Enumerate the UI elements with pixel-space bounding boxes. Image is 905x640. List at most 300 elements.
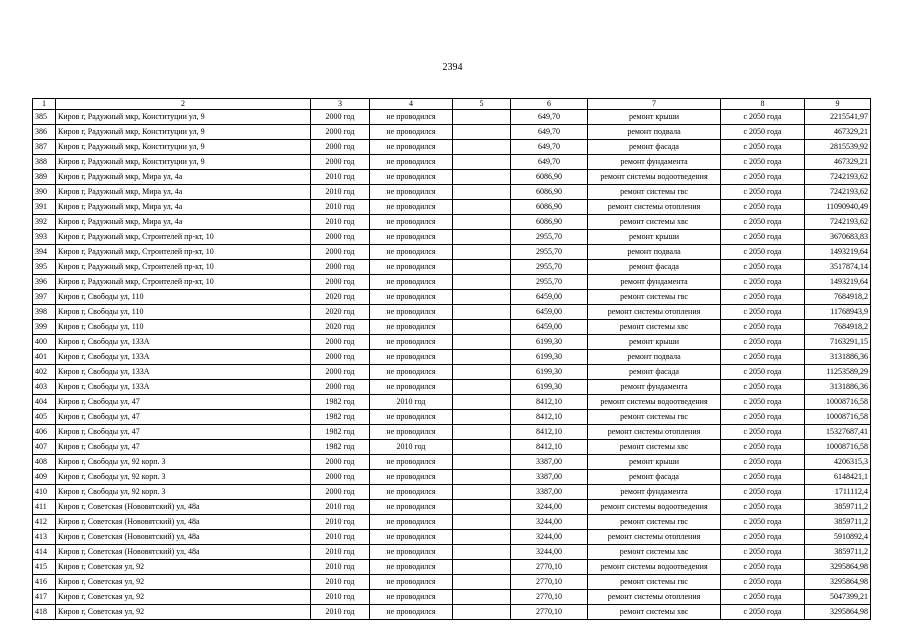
cell-area: 649,70 bbox=[511, 140, 588, 155]
cell-row-number: 414 bbox=[33, 545, 56, 560]
cell-address: Киров г, Радужный мкр, Конституции ул, 9 bbox=[56, 125, 311, 140]
cell-last-repair-year: не проводился bbox=[370, 350, 453, 365]
table-row bbox=[33, 500, 871, 515]
column-header-8: 8 bbox=[721, 99, 805, 110]
table-row bbox=[33, 230, 871, 245]
cell-row-number: 388 bbox=[33, 155, 56, 170]
cell-last-repair-year: не проводился bbox=[370, 245, 453, 260]
cell-cost: 1493219,64 bbox=[805, 245, 871, 260]
cell-address: Киров г, Советская ул, 92 bbox=[56, 590, 311, 605]
cell-build-year: 2020 год bbox=[311, 320, 370, 335]
cell-col-5 bbox=[453, 200, 511, 215]
cell-work-type: ремонт системы отопления bbox=[588, 200, 721, 215]
cell-area: 2955,70 bbox=[511, 260, 588, 275]
cell-row-number: 417 bbox=[33, 590, 56, 605]
cell-row-number: 407 bbox=[33, 440, 56, 455]
cell-planned-period: с 2050 года bbox=[721, 440, 805, 455]
cell-cost: 3131886,36 bbox=[805, 380, 871, 395]
cell-work-type: ремонт системы хвс bbox=[588, 440, 721, 455]
cell-build-year: 2000 год bbox=[311, 140, 370, 155]
cell-area: 3387,00 bbox=[511, 470, 588, 485]
table-row bbox=[33, 515, 871, 530]
cell-row-number: 406 bbox=[33, 425, 56, 440]
cell-work-type: ремонт системы гвс bbox=[588, 575, 721, 590]
cell-work-type: ремонт подвала bbox=[588, 245, 721, 260]
table-row bbox=[33, 125, 871, 140]
cell-area: 6086,90 bbox=[511, 200, 588, 215]
cell-col-5 bbox=[453, 455, 511, 470]
cell-build-year: 2010 год bbox=[311, 170, 370, 185]
table-row bbox=[33, 350, 871, 365]
cell-cost: 3859711,2 bbox=[805, 500, 871, 515]
cell-address: Киров г, Радужный мкр, Конституции ул, 9 bbox=[56, 140, 311, 155]
cell-col-5 bbox=[453, 380, 511, 395]
cell-work-type: ремонт фундамента bbox=[588, 485, 721, 500]
table-row bbox=[33, 590, 871, 605]
table-row bbox=[33, 320, 871, 335]
table-row bbox=[33, 335, 871, 350]
cell-area: 6459,00 bbox=[511, 320, 588, 335]
cell-cost: 7684918,2 bbox=[805, 290, 871, 305]
cell-row-number: 412 bbox=[33, 515, 56, 530]
cell-address: Киров г, Радужный мкр, Строителей пр-кт, 10 bbox=[56, 260, 311, 275]
cell-build-year: 2000 год bbox=[311, 350, 370, 365]
cell-col-5 bbox=[453, 545, 511, 560]
cell-cost: 3131886,36 bbox=[805, 350, 871, 365]
cell-planned-period: с 2050 года bbox=[721, 320, 805, 335]
cell-row-number: 418 bbox=[33, 605, 56, 620]
cell-work-type: ремонт системы отопления bbox=[588, 590, 721, 605]
cell-row-number: 390 bbox=[33, 185, 56, 200]
cell-area: 8412,10 bbox=[511, 440, 588, 455]
cell-col-5 bbox=[453, 215, 511, 230]
cell-col-5 bbox=[453, 530, 511, 545]
cell-cost: 10008716,58 bbox=[805, 440, 871, 455]
table-row bbox=[33, 365, 871, 380]
cell-address: Киров г, Свободы ул, 92 корп. 3 bbox=[56, 455, 311, 470]
cell-planned-period: с 2050 года bbox=[721, 335, 805, 350]
table-row bbox=[33, 455, 871, 470]
cell-row-number: 394 bbox=[33, 245, 56, 260]
cell-build-year: 2000 год bbox=[311, 275, 370, 290]
table-row bbox=[33, 170, 871, 185]
cell-row-number: 404 bbox=[33, 395, 56, 410]
cell-last-repair-year: не проводился bbox=[370, 425, 453, 440]
cell-area: 3244,00 bbox=[511, 545, 588, 560]
cell-planned-period: с 2050 года bbox=[721, 125, 805, 140]
cell-col-5 bbox=[453, 110, 511, 125]
cell-work-type: ремонт системы гвс bbox=[588, 410, 721, 425]
cell-row-number: 403 bbox=[33, 380, 56, 395]
cell-col-5 bbox=[453, 320, 511, 335]
column-header-1: 1 bbox=[33, 99, 56, 110]
cell-build-year: 2010 год bbox=[311, 575, 370, 590]
cell-build-year: 2000 год bbox=[311, 455, 370, 470]
cell-work-type: ремонт системы хвс bbox=[588, 545, 721, 560]
cell-planned-period: с 2050 года bbox=[721, 260, 805, 275]
cell-work-type: ремонт системы хвс bbox=[588, 605, 721, 620]
cell-area: 6459,00 bbox=[511, 290, 588, 305]
cell-work-type: ремонт крыши bbox=[588, 335, 721, 350]
cell-address: Киров г, Советская ул, 92 bbox=[56, 575, 311, 590]
cell-cost: 11768943,9 bbox=[805, 305, 871, 320]
cell-row-number: 387 bbox=[33, 140, 56, 155]
cell-col-5 bbox=[453, 395, 511, 410]
cell-col-5 bbox=[453, 410, 511, 425]
repair-schedule-table bbox=[32, 98, 871, 620]
cell-build-year: 2010 год bbox=[311, 185, 370, 200]
cell-work-type: ремонт фундамента bbox=[588, 155, 721, 170]
cell-build-year: 2010 год bbox=[311, 515, 370, 530]
cell-col-5 bbox=[453, 140, 511, 155]
cell-address: Киров г, Свободы ул, 133А bbox=[56, 335, 311, 350]
cell-build-year: 1982 год bbox=[311, 425, 370, 440]
cell-last-repair-year: не проводился bbox=[370, 485, 453, 500]
cell-row-number: 411 bbox=[33, 500, 56, 515]
cell-cost: 15327687,41 bbox=[805, 425, 871, 440]
cell-area: 8412,10 bbox=[511, 425, 588, 440]
cell-work-type: ремонт системы гвс bbox=[588, 515, 721, 530]
cell-last-repair-year: не проводился bbox=[370, 230, 453, 245]
cell-address: Киров г, Радужный мкр, Мира ул, 4а bbox=[56, 215, 311, 230]
cell-build-year: 2010 год bbox=[311, 500, 370, 515]
cell-address: Киров г, Свободы ул, 92 корп. 3 bbox=[56, 470, 311, 485]
page-number: 2394 bbox=[442, 62, 463, 73]
cell-work-type: ремонт подвала bbox=[588, 350, 721, 365]
cell-planned-period: с 2050 года bbox=[721, 545, 805, 560]
cell-area: 2955,70 bbox=[511, 245, 588, 260]
header-row bbox=[33, 99, 871, 110]
cell-last-repair-year: не проводился bbox=[370, 335, 453, 350]
cell-address: Киров г, Радужный мкр, Строителей пр-кт, 10 bbox=[56, 245, 311, 260]
cell-row-number: 409 bbox=[33, 470, 56, 485]
cell-col-5 bbox=[453, 485, 511, 500]
cell-cost: 1711112,4 bbox=[805, 485, 871, 500]
cell-build-year: 2000 год bbox=[311, 230, 370, 245]
cell-planned-period: с 2050 года bbox=[721, 215, 805, 230]
cell-build-year: 2000 год bbox=[311, 335, 370, 350]
cell-area: 2770,10 bbox=[511, 590, 588, 605]
cell-work-type: ремонт системы водоотведения bbox=[588, 500, 721, 515]
cell-work-type: ремонт системы отопления bbox=[588, 530, 721, 545]
table-row bbox=[33, 425, 871, 440]
table-row bbox=[33, 530, 871, 545]
cell-col-5 bbox=[453, 470, 511, 485]
cell-row-number: 386 bbox=[33, 125, 56, 140]
cell-planned-period: с 2050 года bbox=[721, 305, 805, 320]
cell-work-type: ремонт подвала bbox=[588, 125, 721, 140]
cell-cost: 467329,21 bbox=[805, 125, 871, 140]
cell-col-5 bbox=[453, 590, 511, 605]
table-row bbox=[33, 575, 871, 590]
column-header-5: 5 bbox=[453, 99, 511, 110]
cell-cost: 2815539,92 bbox=[805, 140, 871, 155]
cell-planned-period: с 2050 года bbox=[721, 200, 805, 215]
cell-address: Киров г, Радужный мкр, Мира ул, 4а bbox=[56, 170, 311, 185]
cell-planned-period: с 2050 года bbox=[721, 560, 805, 575]
cell-row-number: 391 bbox=[33, 200, 56, 215]
table-row bbox=[33, 215, 871, 230]
cell-build-year: 2020 год bbox=[311, 305, 370, 320]
cell-planned-period: с 2050 года bbox=[721, 155, 805, 170]
cell-planned-period: с 2050 года bbox=[721, 110, 805, 125]
table-row bbox=[33, 485, 871, 500]
cell-planned-period: с 2050 года bbox=[721, 185, 805, 200]
cell-col-5 bbox=[453, 290, 511, 305]
cell-address: Киров г, Свободы ул, 110 bbox=[56, 305, 311, 320]
cell-planned-period: с 2050 года bbox=[721, 395, 805, 410]
table-body bbox=[33, 110, 871, 620]
cell-address: Киров г, Радужный мкр, Мира ул, 4а bbox=[56, 185, 311, 200]
column-header-4: 4 bbox=[370, 99, 453, 110]
cell-build-year: 2010 год bbox=[311, 530, 370, 545]
cell-build-year: 2000 год bbox=[311, 365, 370, 380]
cell-row-number: 401 bbox=[33, 350, 56, 365]
cell-work-type: ремонт системы водоотведения bbox=[588, 170, 721, 185]
cell-planned-period: с 2050 года bbox=[721, 470, 805, 485]
cell-col-5 bbox=[453, 365, 511, 380]
cell-last-repair-year: не проводился bbox=[370, 275, 453, 290]
cell-build-year: 2000 год bbox=[311, 260, 370, 275]
cell-build-year: 1982 год bbox=[311, 395, 370, 410]
table-row bbox=[33, 560, 871, 575]
table-row bbox=[33, 470, 871, 485]
cell-work-type: ремонт системы хвс bbox=[588, 215, 721, 230]
column-header-6: 6 bbox=[511, 99, 588, 110]
cell-build-year: 2000 год bbox=[311, 110, 370, 125]
cell-area: 3387,00 bbox=[511, 455, 588, 470]
cell-area: 3244,00 bbox=[511, 500, 588, 515]
cell-area: 649,70 bbox=[511, 155, 588, 170]
cell-last-repair-year: не проводился bbox=[370, 140, 453, 155]
cell-address: Киров г, Свободы ул, 133А bbox=[56, 365, 311, 380]
cell-last-repair-year: не проводился bbox=[370, 215, 453, 230]
cell-area: 8412,10 bbox=[511, 395, 588, 410]
cell-last-repair-year: 2010 год bbox=[370, 440, 453, 455]
cell-col-5 bbox=[453, 500, 511, 515]
cell-cost: 6148421,1 bbox=[805, 470, 871, 485]
cell-cost: 3295864,98 bbox=[805, 575, 871, 590]
cell-work-type: ремонт фундамента bbox=[588, 275, 721, 290]
cell-address: Киров г, Свободы ул, 133А bbox=[56, 350, 311, 365]
cell-build-year: 2010 год bbox=[311, 200, 370, 215]
cell-work-type: ремонт системы хвс bbox=[588, 320, 721, 335]
cell-row-number: 405 bbox=[33, 410, 56, 425]
cell-last-repair-year: 2010 год bbox=[370, 395, 453, 410]
table-row bbox=[33, 545, 871, 560]
cell-build-year: 2010 год bbox=[311, 590, 370, 605]
cell-row-number: 399 bbox=[33, 320, 56, 335]
cell-cost: 7242193,62 bbox=[805, 185, 871, 200]
cell-planned-period: с 2050 года bbox=[721, 245, 805, 260]
table-row bbox=[33, 185, 871, 200]
cell-last-repair-year: не проводился bbox=[370, 530, 453, 545]
table-row bbox=[33, 260, 871, 275]
cell-row-number: 408 bbox=[33, 455, 56, 470]
cell-work-type: ремонт системы отопления bbox=[588, 425, 721, 440]
cell-address: Киров г, Свободы ул, 110 bbox=[56, 290, 311, 305]
cell-address: Киров г, Советская ул, 92 bbox=[56, 560, 311, 575]
cell-address: Киров г, Радужный мкр, Строителей пр-кт, 10 bbox=[56, 275, 311, 290]
cell-cost: 5047399,21 bbox=[805, 590, 871, 605]
table-row bbox=[33, 200, 871, 215]
cell-row-number: 395 bbox=[33, 260, 56, 275]
cell-row-number: 413 bbox=[33, 530, 56, 545]
table-row bbox=[33, 305, 871, 320]
cell-build-year: 2010 год bbox=[311, 605, 370, 620]
cell-last-repair-year: не проводился bbox=[370, 110, 453, 125]
cell-area: 2955,70 bbox=[511, 275, 588, 290]
cell-col-5 bbox=[453, 350, 511, 365]
table-row bbox=[33, 440, 871, 455]
cell-row-number: 398 bbox=[33, 305, 56, 320]
cell-build-year: 2000 год bbox=[311, 380, 370, 395]
table-row bbox=[33, 140, 871, 155]
cell-last-repair-year: не проводился bbox=[370, 515, 453, 530]
cell-work-type: ремонт крыши bbox=[588, 110, 721, 125]
cell-last-repair-year: не проводился bbox=[370, 575, 453, 590]
cell-work-type: ремонт системы отопления bbox=[588, 305, 721, 320]
cell-col-5 bbox=[453, 515, 511, 530]
cell-cost: 3859711,2 bbox=[805, 545, 871, 560]
cell-address: Киров г, Свободы ул, 47 bbox=[56, 395, 311, 410]
cell-row-number: 410 bbox=[33, 485, 56, 500]
cell-col-5 bbox=[453, 440, 511, 455]
table-row bbox=[33, 110, 871, 125]
table-row bbox=[33, 275, 871, 290]
cell-address: Киров г, Свободы ул, 47 bbox=[56, 425, 311, 440]
cell-last-repair-year: не проводился bbox=[370, 545, 453, 560]
cell-row-number: 393 bbox=[33, 230, 56, 245]
cell-build-year: 2000 год bbox=[311, 125, 370, 140]
cell-planned-period: с 2050 года bbox=[721, 500, 805, 515]
cell-last-repair-year: не проводился bbox=[370, 320, 453, 335]
cell-col-5 bbox=[453, 260, 511, 275]
cell-area: 6086,90 bbox=[511, 185, 588, 200]
cell-last-repair-year: не проводился bbox=[370, 500, 453, 515]
cell-area: 6086,90 bbox=[511, 170, 588, 185]
cell-last-repair-year: не проводился bbox=[370, 365, 453, 380]
cell-area: 2955,70 bbox=[511, 230, 588, 245]
cell-planned-period: с 2050 года bbox=[721, 230, 805, 245]
cell-address: Киров г, Советская (Нововятский) ул, 48а bbox=[56, 515, 311, 530]
table-row bbox=[33, 410, 871, 425]
cell-last-repair-year: не проводился bbox=[370, 605, 453, 620]
cell-cost: 467329,21 bbox=[805, 155, 871, 170]
cell-work-type: ремонт фасада bbox=[588, 260, 721, 275]
cell-planned-period: с 2050 года bbox=[721, 410, 805, 425]
cell-address: Киров г, Свободы ул, 47 bbox=[56, 440, 311, 455]
cell-planned-period: с 2050 года bbox=[721, 275, 805, 290]
cell-build-year: 2000 год bbox=[311, 470, 370, 485]
cell-area: 6199,30 bbox=[511, 350, 588, 365]
cell-area: 3244,00 bbox=[511, 530, 588, 545]
cell-planned-period: с 2050 года bbox=[721, 425, 805, 440]
cell-cost: 7163291,15 bbox=[805, 335, 871, 350]
cell-row-number: 402 bbox=[33, 365, 56, 380]
cell-work-type: ремонт системы гвс bbox=[588, 185, 721, 200]
cell-col-5 bbox=[453, 305, 511, 320]
column-header-9: 9 bbox=[805, 99, 871, 110]
cell-area: 2770,10 bbox=[511, 560, 588, 575]
cell-address: Киров г, Радужный мкр, Конституции ул, 9 bbox=[56, 155, 311, 170]
cell-build-year: 2000 год bbox=[311, 155, 370, 170]
cell-col-5 bbox=[453, 425, 511, 440]
cell-cost: 10008716,58 bbox=[805, 410, 871, 425]
cell-build-year: 2010 год bbox=[311, 560, 370, 575]
cell-last-repair-year: не проводился bbox=[370, 410, 453, 425]
table-row bbox=[33, 155, 871, 170]
cell-col-5 bbox=[453, 560, 511, 575]
cell-area: 649,70 bbox=[511, 110, 588, 125]
cell-planned-period: с 2050 года bbox=[721, 170, 805, 185]
cell-row-number: 397 bbox=[33, 290, 56, 305]
cell-col-5 bbox=[453, 245, 511, 260]
cell-area: 8412,10 bbox=[511, 410, 588, 425]
cell-row-number: 385 bbox=[33, 110, 56, 125]
cell-area: 6199,30 bbox=[511, 365, 588, 380]
cell-area: 6199,30 bbox=[511, 335, 588, 350]
cell-row-number: 392 bbox=[33, 215, 56, 230]
column-header-7: 7 bbox=[588, 99, 721, 110]
cell-last-repair-year: не проводился bbox=[370, 290, 453, 305]
cell-last-repair-year: не проводился bbox=[370, 185, 453, 200]
cell-last-repair-year: не проводился bbox=[370, 455, 453, 470]
cell-col-5 bbox=[453, 185, 511, 200]
cell-last-repair-year: не проводился bbox=[370, 560, 453, 575]
cell-cost: 7242193,62 bbox=[805, 170, 871, 185]
cell-cost: 10008716,58 bbox=[805, 395, 871, 410]
cell-address: Киров г, Советская (Нововятский) ул, 48а bbox=[56, 530, 311, 545]
cell-cost: 3517874,14 bbox=[805, 260, 871, 275]
cell-planned-period: с 2050 года bbox=[721, 590, 805, 605]
cell-planned-period: с 2050 года bbox=[721, 455, 805, 470]
cell-last-repair-year: не проводился bbox=[370, 170, 453, 185]
cell-work-type: ремонт фасада bbox=[588, 470, 721, 485]
cell-col-5 bbox=[453, 155, 511, 170]
cell-planned-period: с 2050 года bbox=[721, 515, 805, 530]
cell-planned-period: с 2050 года bbox=[721, 365, 805, 380]
cell-build-year: 2000 год bbox=[311, 485, 370, 500]
cell-cost: 11253589,29 bbox=[805, 365, 871, 380]
cell-planned-period: с 2050 года bbox=[721, 290, 805, 305]
cell-last-repair-year: не проводился bbox=[370, 470, 453, 485]
column-header-2: 2 bbox=[56, 99, 311, 110]
cell-work-type: ремонт фундамента bbox=[588, 380, 721, 395]
cell-planned-period: с 2050 года bbox=[721, 380, 805, 395]
cell-cost: 3670683,83 bbox=[805, 230, 871, 245]
table-row bbox=[33, 290, 871, 305]
cell-row-number: 415 bbox=[33, 560, 56, 575]
cell-col-5 bbox=[453, 125, 511, 140]
cell-address: Киров г, Советская (Нововятский) ул, 48а bbox=[56, 545, 311, 560]
cell-work-type: ремонт фасада bbox=[588, 365, 721, 380]
cell-row-number: 400 bbox=[33, 335, 56, 350]
table-row bbox=[33, 605, 871, 620]
cell-planned-period: с 2050 года bbox=[721, 605, 805, 620]
cell-cost: 11090940,49 bbox=[805, 200, 871, 215]
cell-cost: 3295864,98 bbox=[805, 605, 871, 620]
cell-build-year: 2020 год bbox=[311, 290, 370, 305]
cell-col-5 bbox=[453, 605, 511, 620]
cell-cost: 4206315,3 bbox=[805, 455, 871, 470]
cell-col-5 bbox=[453, 230, 511, 245]
cell-build-year: 1982 год bbox=[311, 440, 370, 455]
cell-address: Киров г, Свободы ул, 110 bbox=[56, 320, 311, 335]
cell-address: Киров г, Радужный мкр, Строителей пр-кт, 10 bbox=[56, 230, 311, 245]
cell-build-year: 1982 год bbox=[311, 410, 370, 425]
cell-area: 649,70 bbox=[511, 125, 588, 140]
